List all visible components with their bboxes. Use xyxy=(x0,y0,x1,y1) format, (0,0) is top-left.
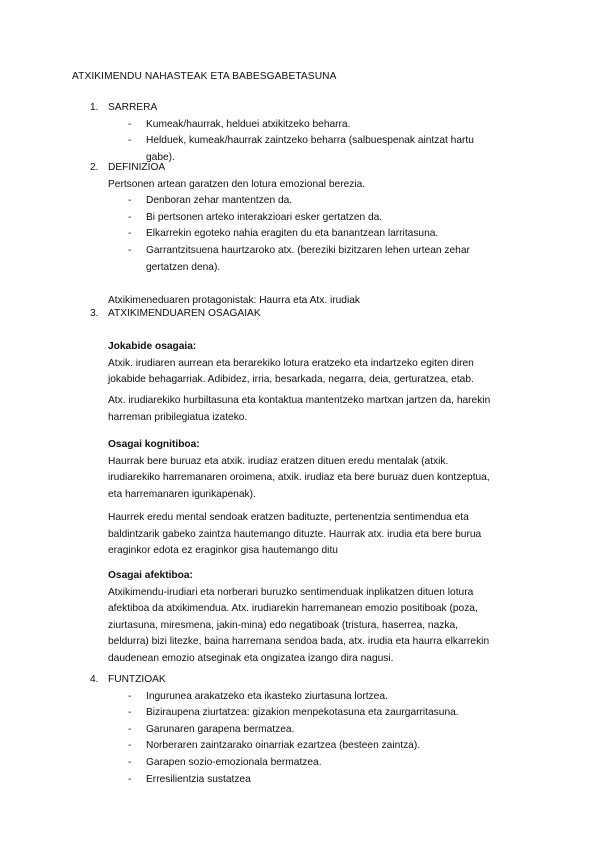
text-line: baldintzarik gabeko zaintza hautemango dituzte. Haurrak atx. irudia eta bere burua xyxy=(108,528,482,540)
afektibo-block xyxy=(108,568,528,668)
list-item: - Elkarrekin egoteko nahia eragiten du eta banantzean larritasuna. xyxy=(128,228,439,240)
definition-intro: Pertsonen artean garatzen den lotura emozional berezia. xyxy=(108,178,366,190)
bullet-list xyxy=(72,193,532,276)
section-number: 2. xyxy=(90,162,99,173)
text-line: beldurra) bizi litezke, baina harremana sendoa bada, atx. irudia eta haurra elkarrekin xyxy=(108,636,490,648)
list-item: - Garunaren garapena bermatzea. xyxy=(128,723,295,735)
list-item: - Biziraupena ziurtatzea: gizakion menpekotasuna eta zaurgarritasuna. xyxy=(128,707,459,719)
text-line: eta harremanaren igurikapenak). xyxy=(108,488,256,500)
bullet-list xyxy=(72,689,532,789)
section-number: 1. xyxy=(90,102,99,113)
section-definizioa xyxy=(72,160,532,309)
section-number: 3. xyxy=(90,308,99,319)
text-line: ziurtasuna, miresmena, jakin-mina) edo negatiboak (tristura, haserrea, nazka, xyxy=(108,619,458,631)
text-line: Haurrak bere buruaz eta atxik. irudiaz eratzen dituen eredu mentalak (atxik. xyxy=(108,455,449,467)
section-heading: SARRERA xyxy=(108,102,158,113)
text-line: afektiboa da atxikimendua. Atx. irudiarekin harremanean emozio positiboak (poza, xyxy=(108,603,478,615)
section-number: 4. xyxy=(90,674,99,685)
list-item: - Erresilientzia sustatzea xyxy=(128,773,251,785)
jokabide-block xyxy=(108,339,528,389)
list-item: - Garapen sozio-emozionala bermatzea. xyxy=(128,756,322,768)
text-line: Atxik. irudiaren aurrean eta berarekiko lotura eratzeko eta indartzeko egiten diren xyxy=(108,357,474,369)
protagonists-note: Atxikimeneduaren protagonistak: Haurra eta Atx. irudiak xyxy=(108,294,360,306)
list-item: - Bi pertsonen arteko interakzioari esker gertatzen da. xyxy=(128,211,383,223)
jokabide-block-2 xyxy=(108,393,528,426)
text-line: harreman pribilegiatua izateko. xyxy=(108,411,248,423)
list-item: - Kumeak/haurrak, helduei atxikitzeko beharra. xyxy=(128,118,351,130)
list-item: - Denboran zehar mantentzen da. xyxy=(128,195,293,207)
text-line: Atx. irudiarekiko hurbiltasuna eta kontaktua mantentzeko martxan jartzen da, harekin xyxy=(108,395,491,406)
text-line: Atxikimendu-irudiari eta norberari buruzko sentimenduak inplikatzen dituen lotura xyxy=(108,586,474,598)
list-item-continuation: gabe). xyxy=(146,151,175,163)
section-heading: DEFINIZIOA xyxy=(108,162,166,173)
subheading-afektibo: Osagai afektiboa: xyxy=(108,570,193,581)
list-item: - Norberaren zaintzarako oinarriak ezartzea (besteen zaintza). xyxy=(128,740,421,752)
list-item-continuation: gertatzen dena). xyxy=(146,261,221,273)
text-line: jokabide behagarriak. Adibidez, irria, besarkada, negarra, deia, gerturatzea, etab. xyxy=(108,374,474,386)
text-line: eraginkor edota ez eraginkor gisa hautemango ditu xyxy=(108,545,338,557)
section-heading: ATXIKIMENDUAREN OSAGAIAK xyxy=(108,308,261,319)
text-line: daudenean emozio atseginak eta ongizatea izango dira nagusi. xyxy=(108,652,394,664)
list-item: - Ingurunea arakatzeko eta ikasteko ziurtasuna lortzea. xyxy=(128,690,388,702)
bullet-list xyxy=(72,117,532,167)
list-item: - Helduek, kumeak/haurrak zaintzeko beharra (salbuespenak aintzat hartu xyxy=(128,135,474,147)
section-funtzioak xyxy=(72,672,532,788)
kognitibo-block xyxy=(108,437,528,503)
subheading-kognitibo: Osagai kognitiboa: xyxy=(108,439,200,450)
section-heading: FUNTZIOAK xyxy=(108,674,166,685)
document-title: ATXIKIMENDU NAHASTEAK ETA BABESGABETASUNA xyxy=(72,71,337,82)
text-line: irudiarekiko harremanaren oroimena, atxik. irudiaz eta bere buruaz duen kontzeptua, xyxy=(108,472,490,484)
section-sarrera xyxy=(72,100,532,166)
list-item: - Garrantzitsuena haurtzaroko atx. (bereziki bizitzaren lehen urtean zehar xyxy=(128,244,470,256)
subheading-jokabide: Jokabide osagaia: xyxy=(108,341,197,352)
kognitibo-block-2 xyxy=(108,510,528,560)
text-line: Haurrek eredu mental sendoak eratzen badituzte, pertenentzia sentimendua eta xyxy=(108,512,469,523)
